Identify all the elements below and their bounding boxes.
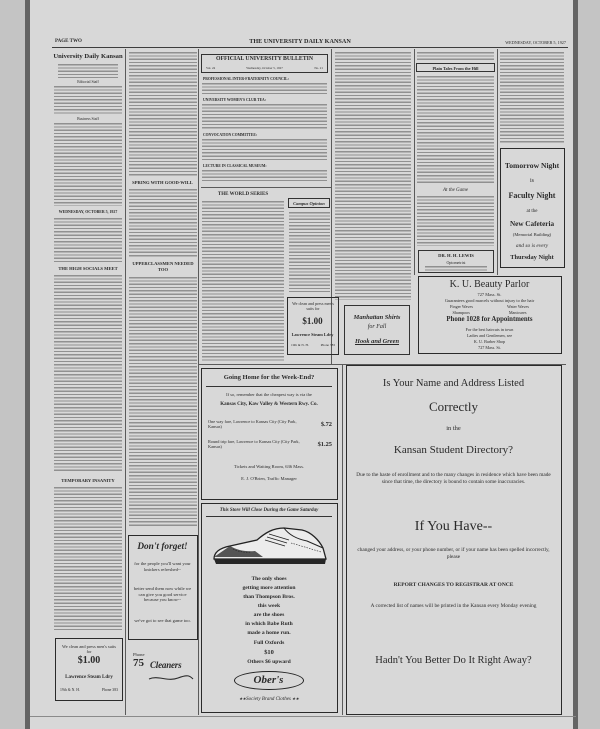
editorial-staff-heading: Editorial Staff <box>77 80 99 84</box>
round-trip-fare-row <box>208 439 332 449</box>
bulletin-bottom-rule <box>201 187 331 188</box>
plain-tales-heading: Plain Tales From the Hill <box>432 65 479 71</box>
directory-headline: Kansan Student Directory? <box>393 444 514 456</box>
barber-line: 727 Mass. St. <box>478 344 501 350</box>
column-rule <box>342 365 343 715</box>
optometrist-details <box>425 266 487 271</box>
bulletin-title: OFFICIAL UNIVERSITY BULLETIN <box>215 56 314 62</box>
shoe-ad-line: than Thompson Bros. <box>243 594 295 600</box>
campus-opinion-heading: Campus Opinion <box>293 200 325 206</box>
bulletin-item-heading: CONVOCATION COMMITTEE: <box>203 133 258 137</box>
cleaning-ad <box>128 535 198 640</box>
railway-ad <box>201 368 338 500</box>
faculty-night-line: Tomorrow Night <box>504 161 560 170</box>
business-staff-list <box>54 123 122 206</box>
beauty-parlor-guarantee: Guarantees good marcels without injury to the hair <box>444 297 535 303</box>
shoe-ad-line: made a home run. <box>247 630 291 636</box>
scan-bottom-edge <box>30 716 576 717</box>
optometrist-ad <box>418 250 494 273</box>
directory-paragraph: changed your address, or your phone number, or if your name has been spelled incorrectly, please <box>357 547 550 561</box>
business-staff-heading: Business Staff <box>77 117 99 121</box>
newspaper-title: THE UNIVERSITY DAILY KANSAN <box>249 38 351 45</box>
laundry-ad-name: Lawrence Steam Ldry <box>65 675 113 680</box>
news-text <box>417 52 494 61</box>
beauty-parlor-ad <box>418 276 562 354</box>
beauty-parlor-services <box>433 310 546 315</box>
obers-logo <box>234 671 304 690</box>
laundry-ad-tagline: We clean and press men's suits for <box>292 301 334 311</box>
editorial-dateline: WEDNESDAY, OCTOBER 5, 1927 <box>58 210 118 214</box>
masthead-name: University Daily Kansan <box>53 53 123 60</box>
shoe-ad-price: $10 <box>264 649 274 656</box>
manhattan-ad-line1: Manhattan Shirts <box>353 314 401 321</box>
railway-ad-intro: If so, remember that the cheapest way is via the <box>226 392 312 397</box>
railway-manager: E. J. O'Brien, Traffic Manager <box>241 476 297 481</box>
plain-tales-box <box>416 63 495 72</box>
manhattan-shirts-ad <box>344 305 410 355</box>
shoe-ad-line: in which Babe Ruth <box>245 621 293 627</box>
faculty-night-line: and so is every <box>515 243 549 249</box>
scan-edge-left <box>25 0 30 729</box>
faculty-night-line: Thursday Night <box>510 254 554 261</box>
bulletin-item-text <box>202 104 327 130</box>
service-item: Finger Waves <box>450 303 473 309</box>
at-the-game-heading: At the Game <box>443 188 468 193</box>
bulletin-item-text <box>202 139 327 161</box>
railway-company: Kansas City, Kaw Valley & Western Rwy. Co. <box>220 402 318 407</box>
railway-ad-title: Going Home for the Week-End? <box>223 374 315 381</box>
oxford-shoe-icon <box>211 521 329 571</box>
editorial-text <box>129 189 197 257</box>
directory-paragraph: A corrected list of names will be printed in the Kansan every Monday evening <box>370 603 537 609</box>
cleaners-logo: Cleaners <box>150 660 182 670</box>
laundry-ad <box>287 297 339 355</box>
one-way-fare-row <box>208 419 332 429</box>
optometrist-title: Optometrist <box>446 259 466 265</box>
railway-ad-divider <box>206 386 332 387</box>
world-series-headline: THE WORLD SERIES <box>217 192 269 197</box>
service-item: Manicures <box>508 309 527 315</box>
column-rule <box>414 49 415 275</box>
society-brand-line: ★★ Society Brand Clothes ★★ <box>202 696 336 702</box>
shoe-ad-line: The only shoes <box>251 576 287 582</box>
laundry-ad <box>55 638 123 701</box>
beauty-parlor-title: K. U. Beauty Parlor <box>449 279 530 290</box>
editorial-text <box>54 487 122 630</box>
bulletin-item-text <box>202 83 327 95</box>
student-directory-ad <box>346 365 562 715</box>
directory-report-line: REPORT CHANGES TO REGISTRAR AT ONCE <box>393 582 514 588</box>
campus-opinion-text <box>289 212 330 292</box>
bulletin-item-heading: LECTURE IN CLASSICAL MUSEUM: <box>203 164 267 168</box>
bulletin-date: Wednesday, October 5, 1927 <box>246 66 283 70</box>
fare-price: $.72 <box>320 420 332 428</box>
faculty-night-line: at the <box>526 209 538 214</box>
bulletin-item-heading: PROFESSIONAL INTER-FRATERNITY COUNCIL: <box>203 77 289 81</box>
editorial-headline: THE HIGH SOCIALS MEET <box>58 266 118 271</box>
shoe-ad-line: are the shoes <box>253 612 285 618</box>
directory-headline: Correctly <box>428 399 479 414</box>
editorial-staff-list <box>54 86 122 114</box>
cleaners-phone-number: 75 <box>133 657 144 669</box>
faculty-night-line: New Cafeteria <box>509 220 555 228</box>
beauty-parlor-phone: Phone 1028 for Appointments <box>446 316 533 323</box>
service-item: Shampoos <box>452 309 470 315</box>
editorial-text <box>54 218 122 262</box>
masthead-info-text <box>58 64 118 78</box>
barber-line: Ladies and Gentlemen, see <box>466 332 513 338</box>
hook-and-green-logo: Hook and Green <box>354 338 400 345</box>
optometrist-name: DR. H. H. LEWIS <box>438 253 474 258</box>
news-text <box>500 52 564 144</box>
beauty-parlor-services <box>433 304 546 309</box>
shoe-ad-line: Others $6 upward <box>247 659 291 665</box>
editorial-headline: SPRING WITH GOOD-WILL <box>132 180 193 185</box>
campus-opinion-box <box>288 198 330 208</box>
page-number: PAGE TWO <box>55 39 82 44</box>
barber-line: K. U. Barber Shop <box>473 338 506 344</box>
store-close-notice: This Store Will Close During the Game Saturday <box>219 508 319 513</box>
shoe-ad-line: this week <box>257 603 281 609</box>
bulletin-header-box <box>201 54 328 73</box>
world-series-text <box>202 201 284 362</box>
laundry-ad-address: 19th & N. H. <box>291 343 309 347</box>
barber-line: For the best haircuts in town <box>465 326 514 332</box>
editorial-text <box>129 52 197 176</box>
bulletin-number: No. 21 <box>314 66 323 70</box>
bulletin-volume: Vol. 24 <box>206 66 216 70</box>
editorial-headline: TEMPORARY INSANITY <box>61 478 115 483</box>
shoe-ad-line: Full Oxfords <box>253 640 285 646</box>
shoe-ad-line: getting more attention <box>242 585 296 591</box>
fare-label: One way fare, Lawrence to Kansas City (City Park, Kansas) <box>208 419 297 430</box>
editorial-text <box>54 275 122 473</box>
faculty-night-ad <box>500 148 565 268</box>
faculty-night-line: Faculty Night <box>508 191 556 200</box>
bulletin-item-heading: UNIVERSITY WOMEN'S CLUB TEA: <box>203 98 266 102</box>
laundry-ad-phone: Phone 383 <box>101 688 118 692</box>
editorial-headline: UPPERCLASSMEN NEEDED TOO <box>132 261 194 272</box>
manhattan-ad-line2: for Fall <box>367 324 387 330</box>
directory-closing: Hadn't You Better Do It Right Away? <box>375 655 532 666</box>
laundry-ad-name: Lawrence Steam Ldry <box>291 332 334 337</box>
laundry-ad-price: $1.00 <box>77 655 101 666</box>
column-rule <box>125 49 126 715</box>
laundry-ad-address: 19th & N. H. <box>60 688 80 692</box>
fare-price: $1.25 <box>317 440 332 448</box>
directory-paragraph: Due to the haste of enrollment and to the many changes in residence which have been made since that time, the directory is bound to contain some inaccuracies. <box>356 472 551 486</box>
cleaning-ad-text: better send them now while we can give you good service because you know-- <box>133 586 192 603</box>
issue-date: WEDNESDAY, OCTOBER 5, 1927 <box>505 39 566 45</box>
service-item: Water Waves <box>507 303 529 309</box>
cleaners-ad <box>128 646 198 702</box>
railway-tickets: Tickets and Waiting Room, 636 Mass. <box>233 464 305 469</box>
directory-headline: Is Your Name and Address Listed <box>382 378 525 389</box>
cleaning-ad-text: we've got to see that game too. <box>134 618 191 623</box>
cleaning-ad-text: for the people you'll want your knickers refreshed-- <box>134 561 191 572</box>
obers-logo-text: Ober's <box>253 674 284 686</box>
shoe-store-ad <box>201 503 338 713</box>
laundry-ad-phone: Phone 383 <box>320 343 335 347</box>
cleaners-phone-label: Phone <box>133 652 145 657</box>
header-rule <box>52 47 568 48</box>
news-text <box>335 52 411 300</box>
bulletin-item-text <box>202 170 327 183</box>
column-rule <box>497 49 498 275</box>
at-the-game-text <box>417 196 494 246</box>
fare-label: Round trip fare, Lawrence to Kansas City (City Park, Kansas) <box>208 439 300 450</box>
cleaning-ad-title: Don't forget! <box>137 542 188 552</box>
directory-subhead: If You Have-- <box>414 519 493 534</box>
laundry-ad-price: $1.00 <box>302 316 323 326</box>
column-rule <box>198 49 199 715</box>
store-ad-divider <box>206 516 332 517</box>
plain-tales-text <box>417 76 494 184</box>
laundry-ad-tagline: We clean and press men's suits for <box>62 644 116 655</box>
cleaners-swash-icon <box>148 674 194 682</box>
editorial-text <box>129 277 197 527</box>
directory-headline: in the <box>446 425 461 432</box>
beauty-parlor-address: 727 Mass. St. <box>477 291 502 297</box>
faculty-night-line: (Memorial Building) <box>512 232 552 237</box>
scan-edge-right <box>573 0 578 729</box>
faculty-night-line: is <box>529 178 534 184</box>
